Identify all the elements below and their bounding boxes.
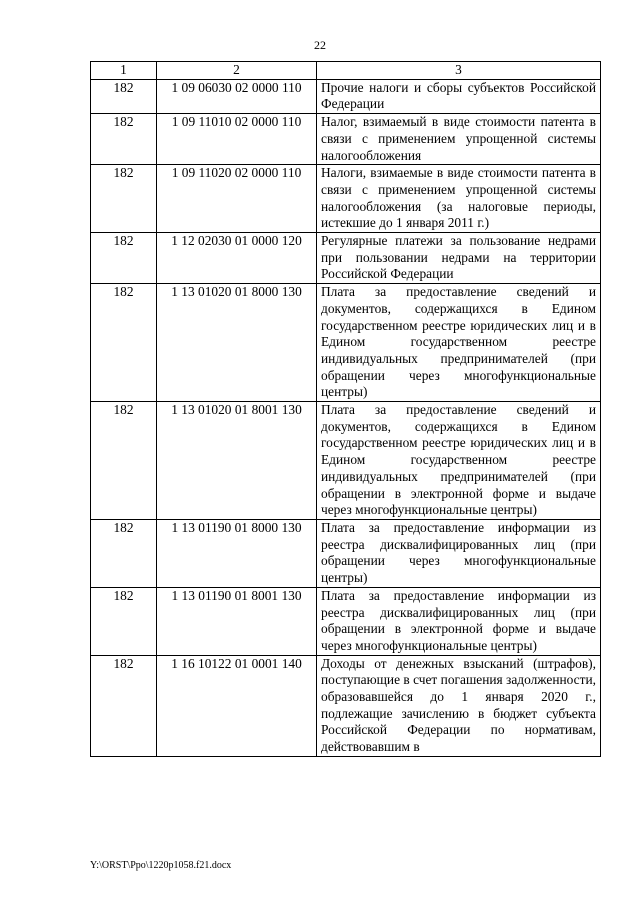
budget-code-cell: 1 16 10122 01 0001 140	[157, 655, 317, 756]
admin-code-cell: 182	[91, 284, 157, 402]
description-cell: Плата за предоставление информации из реестра дисквалифицированных лиц (при обращении через многофункциональные центры)	[317, 519, 601, 587]
description-cell: Доходы от денежных взысканий (штрафов), поступающие в счет погашения задолженности, образовавшейся до 1 января 2020 г., подлежащие зачислению в бюджет субъекта Российской Федерации по нормативам, действовавшим в	[317, 655, 601, 756]
page-number: 22	[314, 38, 326, 52]
budget-code-cell: 1 09 11020 02 0000 110	[157, 165, 317, 233]
column-header-2: 2	[157, 62, 317, 80]
admin-code-cell: 182	[91, 587, 157, 655]
budget-code-cell: 1 12 02030 01 0000 120	[157, 233, 317, 284]
table-row	[91, 655, 601, 756]
admin-code-cell: 182	[91, 402, 157, 520]
admin-code-cell: 182	[91, 519, 157, 587]
table-row	[91, 519, 601, 587]
table-row	[91, 114, 601, 165]
document-path-footer: Y:\ORST\Ppo\1220p1058.f21.docx	[90, 860, 232, 871]
admin-code-cell: 182	[91, 655, 157, 756]
admin-code-cell: 182	[91, 114, 157, 165]
description-cell: Прочие налоги и сборы субъектов Российской Федерации	[317, 79, 601, 113]
table-row	[91, 284, 601, 402]
description-cell: Регулярные платежи за пользование недрами при пользовании недрами на территории Российской Федерации	[317, 233, 601, 284]
table-header-row	[91, 62, 601, 80]
admin-code-cell: 182	[91, 79, 157, 113]
table-row	[91, 79, 601, 113]
budget-code-cell: 1 13 01190 01 8000 130	[157, 519, 317, 587]
column-header-1: 1	[91, 62, 157, 80]
column-header-3: 3	[317, 62, 601, 80]
admin-code-cell: 182	[91, 233, 157, 284]
description-cell: Плата за предоставление информации из реестра дисквалифицированных лиц (при обращении в электронной форме и выдаче через многофункциональные центры)	[317, 587, 601, 655]
admin-code-cell: 182	[91, 165, 157, 233]
table-row	[91, 402, 601, 520]
table-row	[91, 165, 601, 233]
budget-code-cell: 1 13 01020 01 8000 130	[157, 284, 317, 402]
table-row	[91, 233, 601, 284]
table-row	[91, 587, 601, 655]
revenue-codes-table	[90, 61, 601, 757]
description-cell: Налоги, взимаемые в виде стоимости патента в связи с применением упрощенной системы налогообложения (за налоговые периоды, истекшие до 1 января 2011 г.)	[317, 165, 601, 233]
budget-code-cell: 1 13 01020 01 8001 130	[157, 402, 317, 520]
budget-code-cell: 1 09 11010 02 0000 110	[157, 114, 317, 165]
description-cell: Налог, взимаемый в виде стоимости патента в связи с применением упрощенной системы налогообложения	[317, 114, 601, 165]
description-cell: Плата за предоставление сведений и документов, содержащихся в Едином государственном реестре юридических лиц и в Едином государственном реестре индивидуальных предпринимателей (при обращении в электронной форме и выдаче через многофункциональные центры)	[317, 402, 601, 520]
budget-code-cell: 1 13 01190 01 8001 130	[157, 587, 317, 655]
budget-code-cell: 1 09 06030 02 0000 110	[157, 79, 317, 113]
description-cell: Плата за предоставление сведений и документов, содержащихся в Едином государственном реестре юридических лиц и в Едином государственном реестре индивидуальных предпринимателей (при обращении через многофункциональные центры)	[317, 284, 601, 402]
